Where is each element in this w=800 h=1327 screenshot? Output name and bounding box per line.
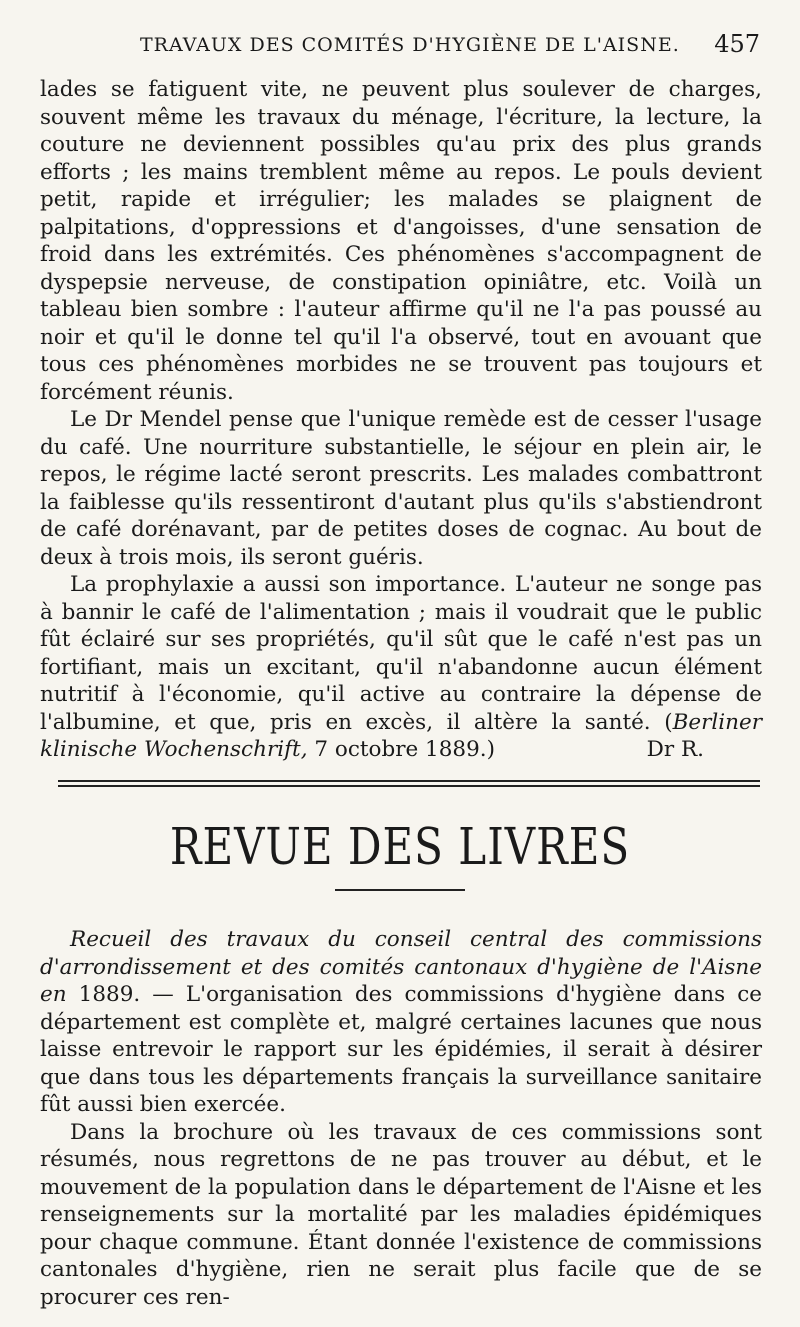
paragraph: Dans la brochure où les travaux de ces commissions sont résumés, nous regrettons de ne pas trouver au début, et le mouvement de la population dans le département de l'Aisne et les renseignements sur la mortalité par les maladies épidémiques pour chaque commune. Étant donnée l'existence de commissions cantonales d'hygiène, rien ne serait plus facile que de se procurer ces ren- — [40, 1119, 762, 1310]
divider-line — [58, 785, 760, 787]
running-head-title: TRAVAUX DES COMITÉS D'HYGIÈNE DE L'AISNE. — [140, 34, 680, 56]
divider-line — [58, 780, 760, 782]
book-title: Recueil des travaux du conseil central des commissions d'arrondissement et des comités cantonaux d'hygiène de l'Aisne en — [40, 927, 762, 1007]
paragraph-text: La prophylaxie a aussi son importance. L'auteur ne songe pas à bannir le café de l'alimentation ; mais il voudrait que le public fût éclairé sur ses propriétés, qu'il sût que le café n'est pas un fortifiant, mais un excitant, qu'il n'abandonne aucun élément nutritif à l'économie, qu'il active au contraire la dépense de l'albumine, et que, pris en excès, il altère la santé. ( — [40, 572, 762, 735]
book-year: 1889. — — [66, 982, 186, 1007]
article-continuation — [40, 76, 762, 764]
paragraph: lades se fatiguent vite, ne peuvent plus soulever de charges, souvent même les travaux du ménage, l'écriture, la lecture, la couture ne deviennent possibles qu'au prix des plus grands efforts ; les mains tremblent même au repos. Le pouls devient petit, rapide et irrégulier; les malades se plaignent de palpitations, d'oppressions et d'angoisses, d'une sensation de froid dans les extrémités. Ces phénomènes s'accompagnent de dyspepsie nerveuse, de constipation opiniâtre, etc. Voilà un tableau bien sombre : l'auteur affirme qu'il ne l'a pas poussé au noir et qu'il le donne tel qu'il l'a observé, tout en avouant que tous ces phénomènes morbides ne se trouvent pas toujours et forcément réunis. — [40, 77, 762, 405]
author-signature: Dr R. — [646, 737, 704, 762]
paragraph: Le Dr Mendel pense que l'unique remède est de cesser l'usage du café. Une nourriture substantielle, le séjour en plein air, le repos, le régime lacté seront prescrits. Les malades combattront la faiblesse qu'ils ressentiront d'autant plus qu'ils s'abstiendront de café dorénavant, par de petites doses de cognac. Au bout de deux à trois mois, ils seront guéris. — [40, 407, 762, 570]
section-title: REVUE DES LIVRES — [169, 817, 631, 876]
source-citation: Berliner klinische Wochenschrift, — [40, 709, 762, 762]
title-rule — [335, 889, 465, 891]
book-review — [40, 926, 762, 1311]
section-divider — [58, 780, 760, 788]
citation-date: 7 octobre 1889.) — [307, 737, 495, 762]
running-head — [40, 28, 760, 64]
paragraph — [40, 926, 762, 1119]
page-number: 457 — [714, 30, 760, 58]
paragraph — [40, 571, 762, 764]
paragraph-text: L'organisation des commissions d'hygiène dans ce département est complète et, malgré certaines lacunes que nous laisse entrevoir le rapport sur les épidémies, il serait à désirer que dans tous les départements français la surveillance sanitaire fût aussi bien exercée. — [40, 982, 762, 1117]
